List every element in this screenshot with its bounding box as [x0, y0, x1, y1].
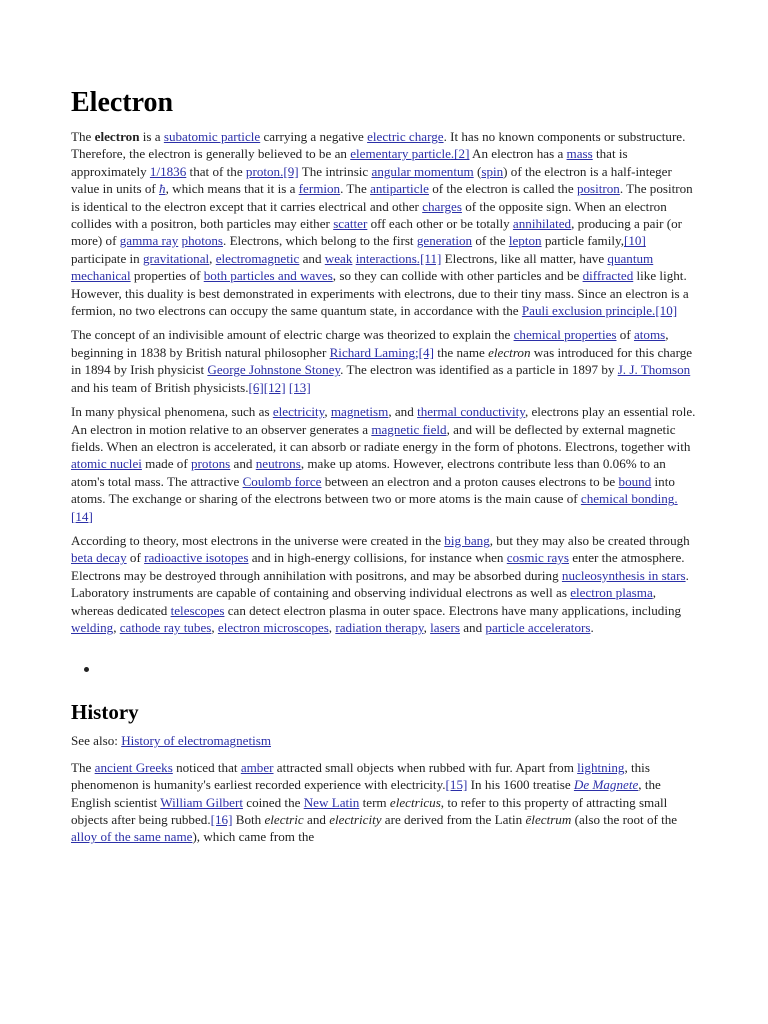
wiki-link[interactable]: mass	[566, 146, 593, 162]
wiki-link[interactable]: bound	[618, 473, 652, 489]
wiki-link[interactable]: positron	[576, 181, 620, 197]
text-run: , producing a pair (or more) of	[71, 216, 683, 249]
wiki-link[interactable]: [13]	[288, 379, 311, 395]
wiki-link[interactable]: nucleosynthesis in stars	[561, 567, 686, 583]
italic-term: electricity	[329, 812, 382, 827]
wiki-link[interactable]: proton	[245, 163, 281, 179]
wiki-link[interactable]: antiparticle	[370, 181, 429, 197]
wiki-link[interactable]: diffracted	[582, 268, 634, 284]
text-run: The	[71, 759, 95, 775]
wiki-link[interactable]: big bang	[444, 532, 490, 548]
text-run: of	[126, 550, 145, 566]
intro-paragraph-1	[71, 128, 699, 319]
wiki-link[interactable]: electron plasma	[570, 585, 653, 601]
wiki-link[interactable]: elementary particle	[350, 146, 451, 162]
wiki-link[interactable]: [10]	[623, 233, 646, 249]
text-run: According to theory, most electrons in the universe were created in the	[71, 532, 445, 548]
text-run: . The	[340, 181, 371, 197]
text-run: and in high-energy collisions, for instance when	[248, 550, 507, 566]
wiki-link[interactable]: radiation therapy	[335, 619, 424, 635]
wiki-link[interactable]: telescopes	[170, 602, 225, 618]
text-run: , the English scientist	[71, 777, 661, 810]
wiki-link[interactable]: .[11]	[416, 250, 442, 266]
wiki-link[interactable]: .[14]	[71, 491, 678, 524]
text-run: enter the atmosphere. Electrons may be destroyed through annihilation with positrons, and may be absorbed during	[71, 550, 685, 583]
wiki-link[interactable]: chemical bonding	[580, 491, 675, 507]
wiki-link[interactable]: .[10]	[652, 303, 678, 319]
intro-paragraph-3	[71, 403, 699, 525]
wiki-link[interactable]: generation	[416, 233, 473, 249]
wiki-link[interactable]: 1/1836	[149, 163, 187, 179]
wiki-link[interactable]: gamma ray	[119, 233, 179, 249]
wiki-link[interactable]: radioactive isotopes	[144, 550, 249, 566]
empty-list-item	[101, 658, 699, 678]
history-heading: History	[71, 700, 139, 725]
wiki-link[interactable]: Richard Laming	[329, 344, 416, 360]
wiki-link[interactable]: [6]	[248, 379, 264, 395]
text-run: ,	[328, 619, 336, 635]
wiki-link[interactable]: electric charge	[367, 129, 444, 144]
wiki-link[interactable]: atoms	[633, 327, 666, 343]
text-run: (also the root of the	[571, 812, 678, 827]
wiki-link[interactable]: scatter	[333, 216, 368, 232]
text-run: attracted small objects when rubbed with fur. Apart from	[273, 759, 578, 775]
page-title: Electron	[71, 87, 174, 118]
text-run: ,	[423, 619, 431, 635]
text-run: The intrinsic	[298, 163, 372, 179]
text-run: into atoms. The exchange or sharing of the electrons between two or more atoms is the main cause of	[71, 473, 675, 507]
wiki-link[interactable]: beta decay	[71, 550, 127, 566]
italic-term: electric	[264, 812, 304, 827]
italic-term: ēlectrum	[525, 812, 572, 827]
text-run: , electrons play an essential role. An electron in motion relative to an observer generates a	[71, 404, 696, 437]
wiki-link[interactable]: neutrons	[255, 456, 301, 472]
wiki-link[interactable]: lasers	[430, 619, 460, 635]
text-run: The	[71, 129, 95, 144]
intro-paragraph-2	[71, 326, 699, 396]
text-run: ) of the electron is a half-integer value in units of	[71, 163, 672, 197]
wiki-link[interactable]: protons	[191, 456, 231, 472]
text-run: the name	[433, 344, 489, 360]
wiki-link[interactable]: gravitational	[142, 250, 210, 266]
wiki-link[interactable]: quantum mechanical	[71, 250, 654, 284]
italic-term: electron	[488, 344, 531, 360]
text-run: made of	[141, 456, 191, 472]
text-run: is a	[139, 129, 164, 144]
article-content	[71, 86, 699, 853]
text-run: ,	[113, 619, 120, 635]
wiki-link[interactable]: New Latin	[303, 794, 360, 810]
text-run: noticed that	[172, 759, 241, 775]
wiki-link[interactable]: lightning	[577, 759, 625, 775]
text-run: can detect electron plasma in outer space. Electrons have many applications, including	[224, 602, 682, 618]
wiki-link[interactable]: interactions	[355, 250, 417, 266]
text-run: that is approximately	[71, 146, 628, 179]
text-run: of the opposite sign. When an electron collides with a positron, both particles may either	[71, 198, 667, 232]
wiki-link[interactable]: .[2]	[450, 146, 470, 162]
wiki-link[interactable]: George Johnstone Stoney	[207, 362, 341, 378]
text-run: An electron has a	[469, 146, 567, 162]
text-run: In his 1600 treatise	[467, 777, 574, 793]
wiki-link[interactable]: Pauli exclusion principle	[521, 303, 653, 319]
text-run: Electrons, like all matter, have	[441, 250, 608, 266]
text-run: , to refer to this property of attracting small objects after being rubbed.	[71, 794, 668, 827]
wiki-link[interactable]: angular momentum	[371, 163, 474, 179]
history-paragraph-1	[71, 759, 699, 846]
text-run: of the electron is called the	[428, 181, 577, 197]
text-run: and his team of British physicists.	[71, 379, 249, 395]
text-run: , whereas dedicated	[71, 585, 657, 618]
text-run: See also:	[71, 733, 122, 749]
wiki-link[interactable]: magnetic field	[371, 421, 447, 437]
text-run: and	[303, 812, 330, 827]
text-run: term	[359, 794, 390, 810]
empty-bullet-list	[71, 658, 699, 698]
text-run: that of the	[186, 163, 246, 179]
text-run: Both	[232, 812, 265, 827]
wiki-link[interactable]: William Gilbert	[160, 794, 243, 810]
text-run: , and will be deflected by external magnetic fields. When an electron is accelerated, it can absorb or radiate energy in the form of photons. Electrons, together with	[71, 421, 691, 454]
wiki-link[interactable]: alloy of the same name	[71, 829, 193, 845]
wiki-link[interactable]: cosmic rays	[506, 550, 569, 566]
text-run: and	[299, 250, 325, 266]
wiki-link[interactable]: .[9]	[280, 163, 299, 179]
wiki-link[interactable]: Coulomb force	[242, 473, 322, 489]
wiki-link[interactable]: chemical properties	[513, 327, 617, 343]
wiki-link[interactable]: History of electromagnetism	[121, 733, 271, 749]
see-also-note	[71, 732, 699, 749]
wiki-link[interactable]: welding	[71, 619, 114, 635]
text-run: , but they may also be created through	[489, 532, 690, 548]
wiki-link[interactable]: ħ	[159, 181, 166, 197]
text-run: coined the	[242, 794, 304, 810]
text-run: ,	[209, 250, 216, 266]
wiki-link[interactable]: electricity	[272, 404, 325, 420]
text-run: . The electron was identified as a particle in 1897 by	[340, 362, 618, 378]
wiki-link[interactable]: J. J. Thomson	[617, 362, 691, 378]
text-run: and	[230, 456, 256, 472]
wiki-link[interactable]: [16]	[210, 812, 233, 827]
text-run: of	[616, 327, 634, 343]
text-run: participate in	[71, 250, 143, 266]
intro-paragraph-4	[71, 532, 699, 636]
wiki-link[interactable]: [15]	[445, 777, 468, 793]
text-run: like light. However, this duality is best demonstrated in experiments with electrons, due to their tiny mass. Since an electron is a fermion, no two electrons can occupy the same quantum state, in accordance with the	[71, 268, 689, 319]
wiki-link[interactable]: particle accelerators	[485, 619, 591, 635]
wiki-link[interactable]: magnetism	[330, 404, 389, 420]
text-run: ,	[211, 619, 218, 635]
text-run: between an electron and a proton causes electrons to be	[321, 473, 619, 489]
text-run: . The positron is identical to the electron except that it carries electrical and other	[71, 181, 693, 214]
wiki-link[interactable]: spin	[481, 163, 504, 179]
wiki-link[interactable]: thermal conductivity	[417, 404, 525, 420]
text-run: are derived from the Latin	[381, 812, 526, 827]
text-run: properties of	[130, 268, 204, 284]
wiki-link[interactable]: subatomic particle	[163, 129, 261, 144]
text-run: , beginning in 1838 by British natural philosopher	[71, 327, 669, 360]
text-run: ,	[324, 404, 331, 420]
wiki-link[interactable]: weak	[324, 250, 353, 266]
wiki-link[interactable]: cathode ray tubes	[119, 619, 212, 635]
wiki-link[interactable]: atomic nuclei	[71, 456, 142, 472]
wiki-link[interactable]: ancient Greeks	[94, 759, 173, 775]
text-run: of the	[472, 233, 509, 249]
wiki-link[interactable]: electromagnetic	[215, 250, 300, 266]
wiki-link[interactable]: electron microscopes	[217, 619, 329, 635]
wiki-link[interactable]: fermion	[298, 181, 341, 197]
wiki-link[interactable]: De Magnete	[573, 777, 639, 793]
italic-term: electricus	[389, 794, 441, 810]
wiki-link[interactable]: amber	[240, 759, 274, 775]
wiki-link[interactable]: charges	[422, 198, 462, 214]
bold-term: electron	[94, 129, 140, 144]
text-run: . Electrons, which belong to the first	[223, 233, 417, 249]
text-run: In many physical phenomena, such as	[71, 404, 273, 420]
wiki-link[interactable]: [12]	[263, 379, 286, 395]
text-run: , this phenomenon is humanity's earliest recorded experience with electricity.	[71, 759, 650, 793]
text-run: off each other or be totally	[367, 216, 513, 232]
text-run: . It has no known components or substructure. Therefore, the electron is generally believed to be an	[71, 129, 686, 162]
text-run: particle family,	[541, 233, 624, 249]
wiki-link[interactable]: both particles and waves	[203, 268, 333, 284]
text-run: , make up atoms. However, electrons contribute less than 0.06% to an atom's total mass. The attractive	[71, 456, 666, 489]
text-run: , and	[388, 404, 418, 420]
text-run: , so they can collide with other particles and be	[332, 268, 583, 284]
text-run: .	[590, 619, 594, 635]
text-run: The concept of an indivisible amount of electric charge was theorized to explain the	[71, 327, 514, 343]
text-run: was introduced for this charge in 1894 by Irish physicist	[71, 344, 693, 378]
text-run: . Laboratory instruments are capable of containing and observing individual electrons as well as	[71, 567, 689, 601]
text-run: (	[473, 163, 482, 179]
text-run: ), which came from the	[192, 829, 315, 845]
wiki-link[interactable]: annihilated	[512, 216, 572, 232]
wiki-link[interactable]: photons	[181, 233, 224, 249]
text-run: , which means that it is a	[165, 181, 299, 197]
text-run: and	[459, 619, 486, 635]
text-run: carrying a negative	[260, 129, 368, 144]
wiki-link[interactable]: ;[4]	[415, 344, 434, 360]
wiki-link[interactable]: lepton	[508, 233, 542, 249]
